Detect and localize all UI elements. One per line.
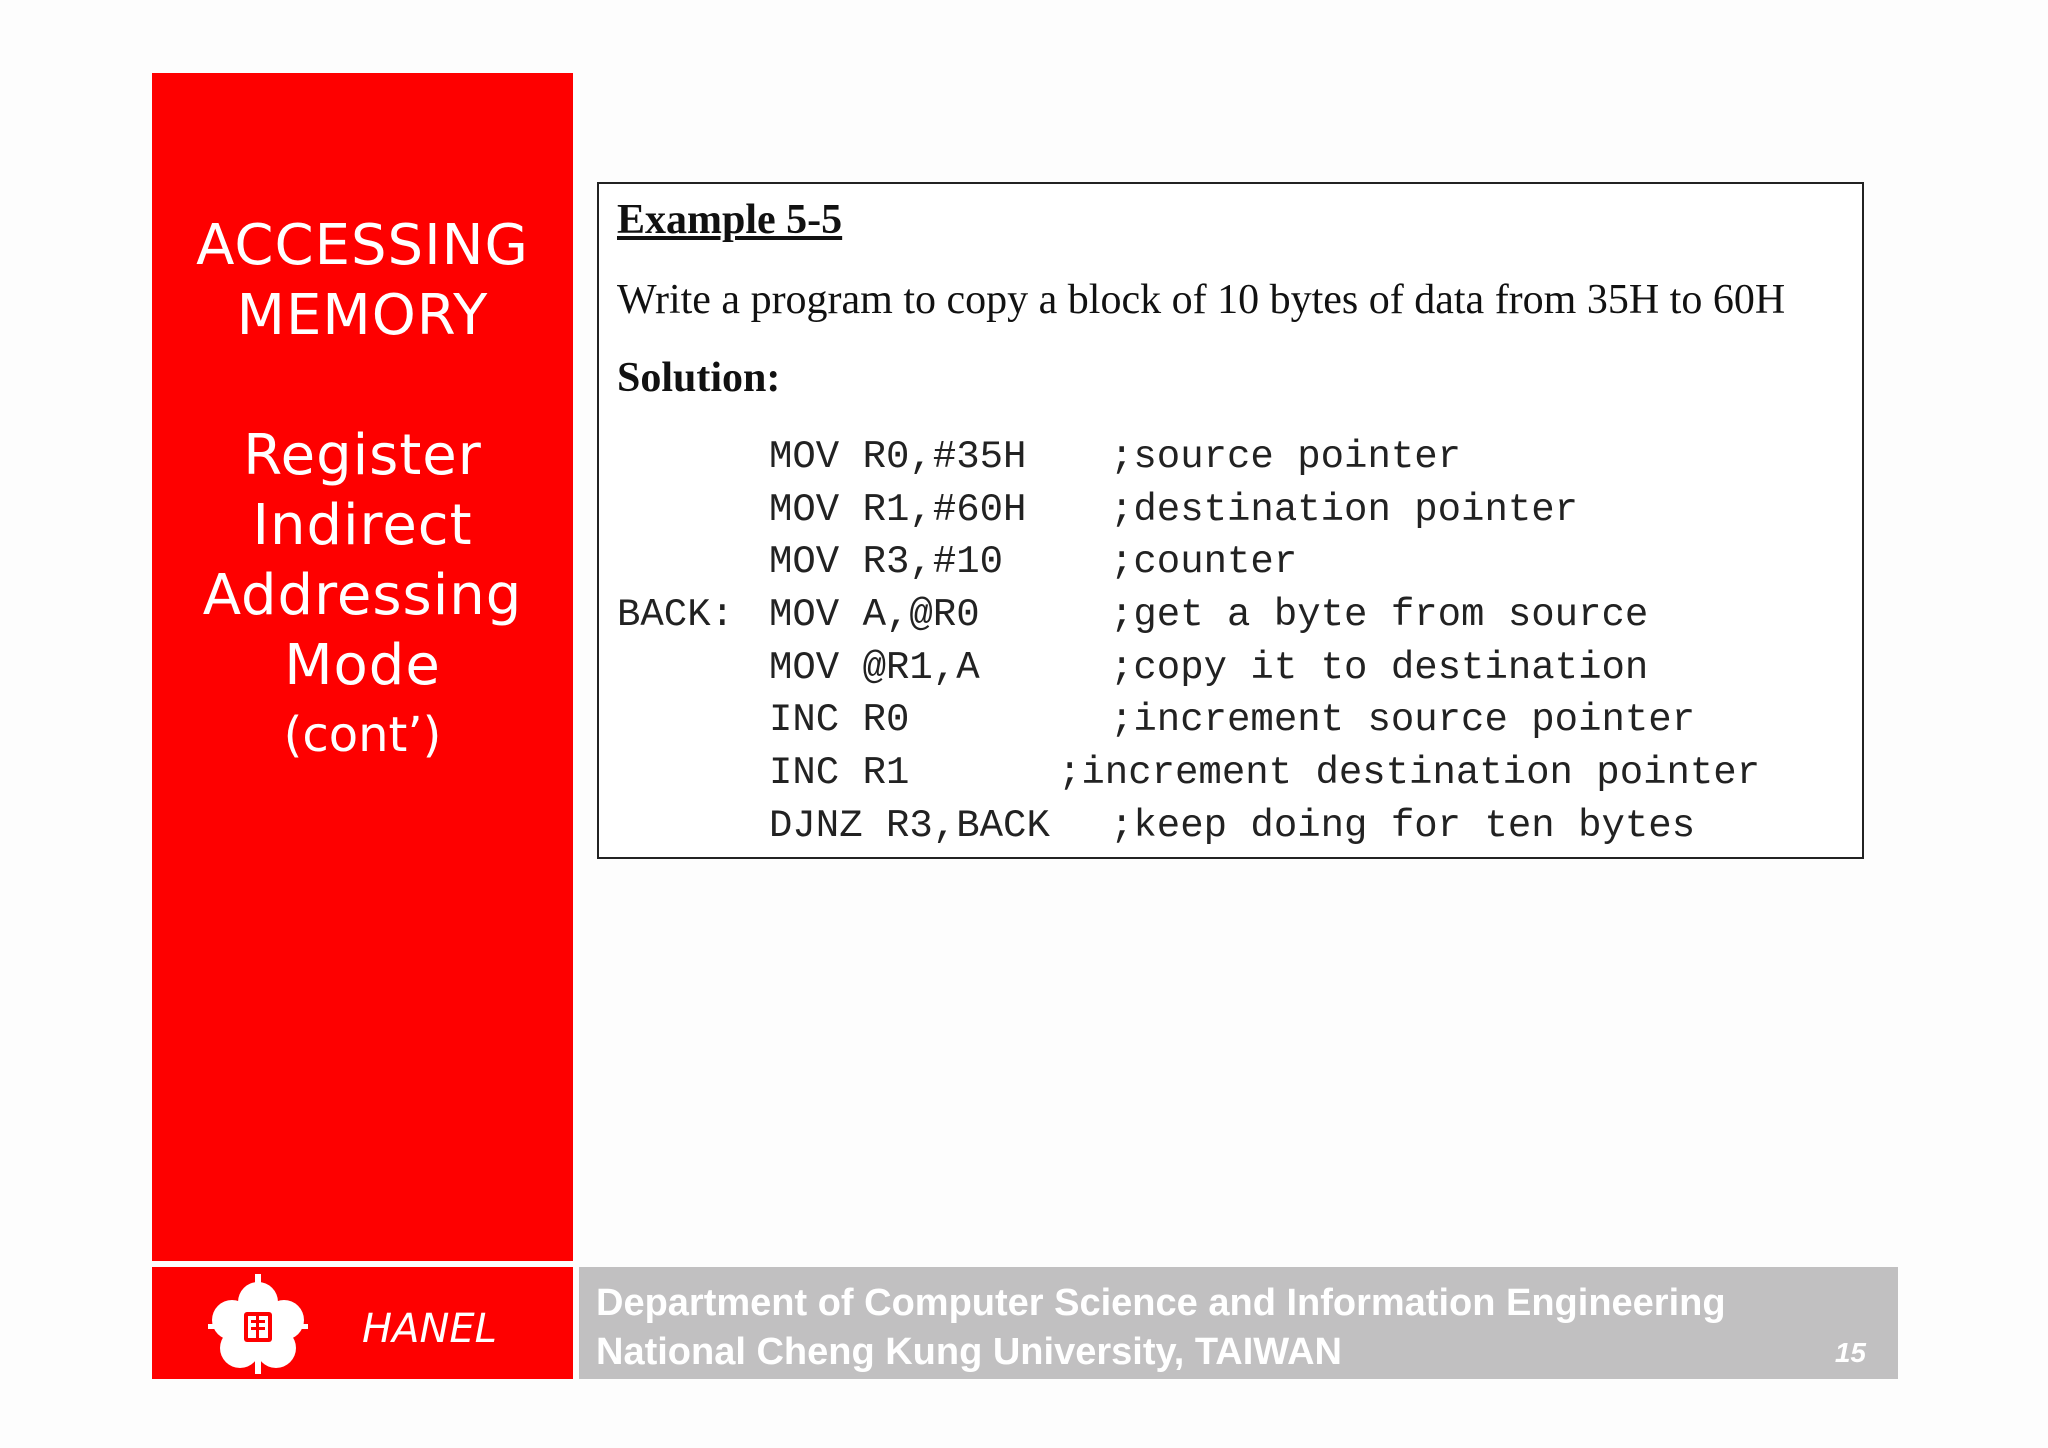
sidebar-title [152,211,573,765]
ncku-emblem-icon [202,1272,314,1377]
code-comment: ;get a byte from source [1110,593,1649,638]
topic-title-line-2: Indirect [252,493,473,558]
continued-label: (cont’) [283,707,442,763]
code-line [617,747,1760,800]
solution-label: Solution: [617,355,781,401]
code-line [617,694,1760,747]
code-line [617,484,1760,537]
code-line [617,536,1760,589]
code-comment: ;increment destination pointer [1058,751,1761,796]
department-name: Department of Computer Science and Information Engineering [596,1282,1726,1324]
code-op: MOV R0,#35H [769,435,1027,479]
code-label: BACK: [617,593,735,638]
code-line [617,431,1760,484]
example-title: Example 5-5 [617,197,843,243]
footer-affiliation [596,1279,1726,1377]
university-name: National Cheng Kung University, TAIWAN [596,1331,1342,1373]
code-comment: ;counter [1110,540,1298,585]
code-op: INC R0 [769,698,910,743]
code-op: INC R1 [769,751,910,796]
topic-title-line-3: Addressing [202,563,523,628]
example-box [597,182,1864,859]
code-comment: ;source pointer [1110,435,1462,479]
code-op: MOV R1,#60H [769,487,1027,532]
code-op: DJNZ R3,BACK [769,803,1050,848]
code-op: MOV @R1,A [769,645,980,690]
problem-statement: Write a program to copy a block of 10 bytes of data from 35H to 60H [617,277,1786,323]
code-comment: ;copy it to destination [1110,645,1649,690]
footer-brand-panel [152,1267,573,1379]
code-op: MOV R3,#10 [769,540,1004,585]
page-number: 15 [1834,1337,1866,1368]
section-title-line-2: MEMORY [236,283,489,348]
code-line [617,642,1760,695]
code-comment: ;keep doing for ten bytes [1110,803,1696,848]
code-comment: ;destination pointer [1110,487,1579,532]
code-op: MOV A,@R0 [769,593,980,638]
topic-title-line-1: Register [243,423,482,488]
sidebar-panel [152,73,573,1261]
code-line [617,589,1760,642]
section-title-line-1: ACCESSING [196,213,529,278]
code-line [617,800,1760,853]
code-listing [617,431,1760,853]
author-name: HANEL [362,1306,497,1352]
topic-title-line-4: Mode [284,633,441,698]
footer-info-bar [579,1267,1898,1379]
code-comment: ;increment source pointer [1110,698,1696,743]
